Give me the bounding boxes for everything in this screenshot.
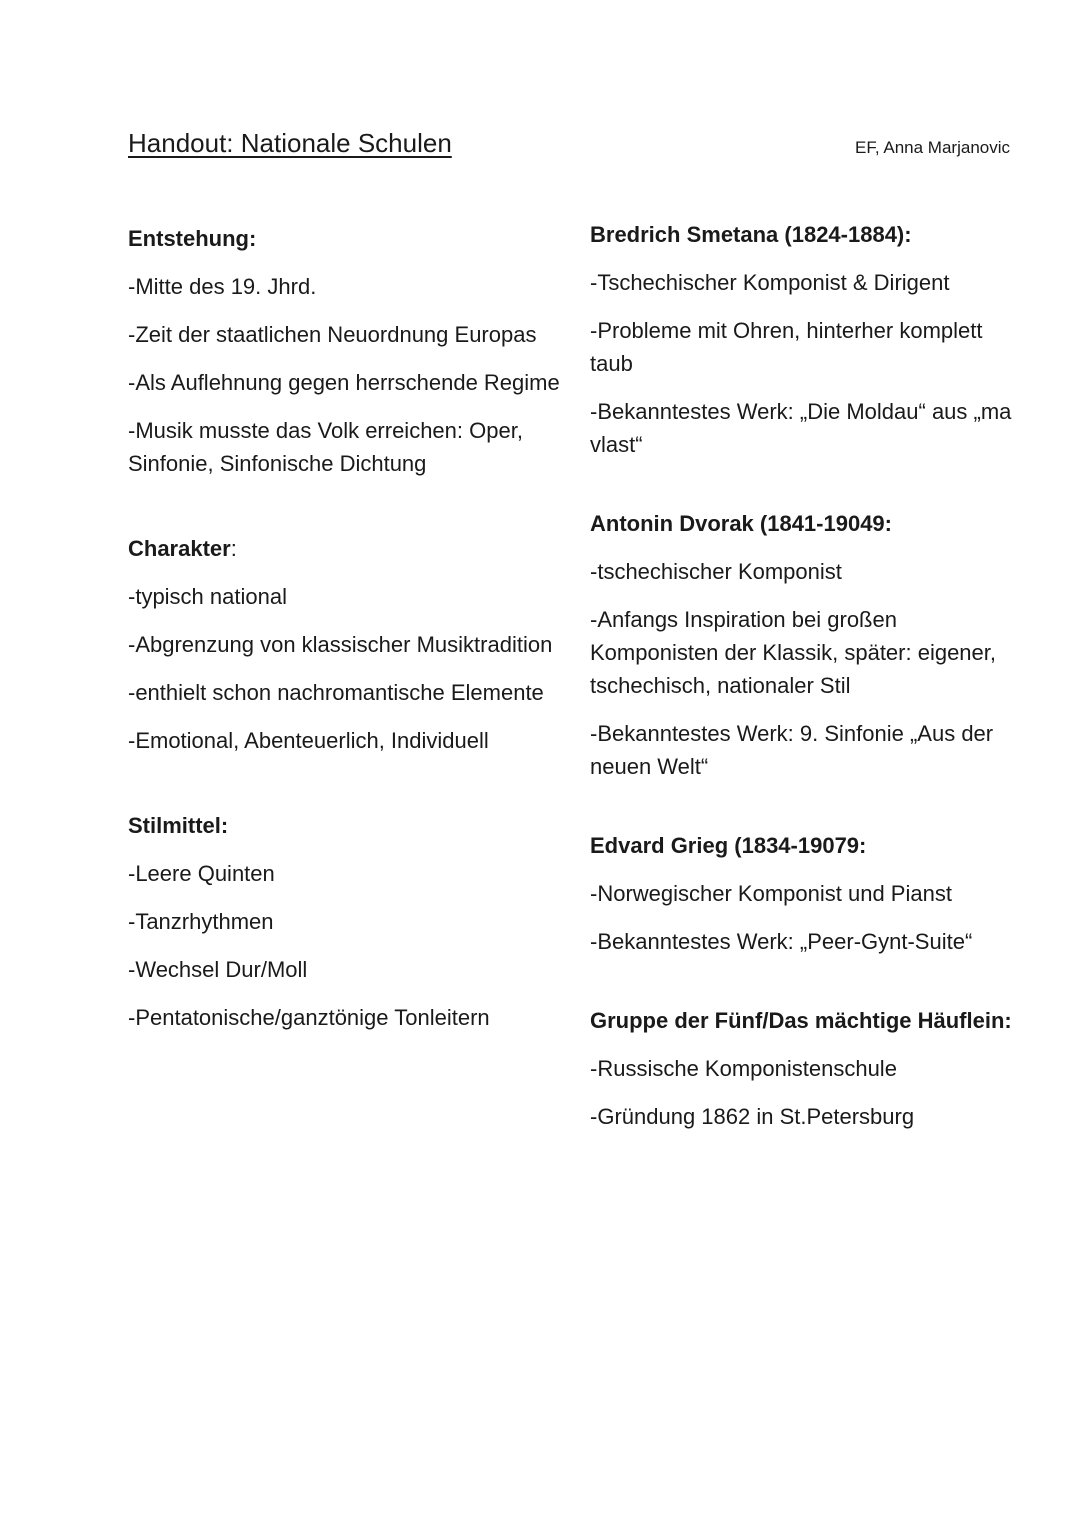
list-item: -Tschechischer Komponist & Dirigent (590, 270, 950, 295)
list-item: -Zeit der staatlichen Neuordnung Europas (128, 322, 537, 347)
list-item: -Anfangs Inspiration bei großen Komponisten der Klassik, später: eigener, tschechisch, nationaler Stil (590, 607, 997, 698)
list-item: -Gründung 1862 in St.Petersburg (590, 1104, 915, 1129)
list-item: -Tanzrhythmen (128, 909, 274, 934)
section-heading: Stilmittel: (128, 813, 229, 838)
section-heading-text: Charakter (128, 536, 231, 561)
section-charakter (128, 532, 568, 757)
author-line: EF, Anna Marjanovic (855, 138, 1010, 157)
list-item: -Probleme mit Ohren, hinterher komplett taub (590, 318, 983, 376)
section-heading: Antonin Dvorak (1841-19049: (590, 511, 892, 536)
section-heading: Bredrich Smetana (1824-1884): (590, 222, 912, 247)
list-item: -Russische Komponistenschule (590, 1056, 897, 1081)
section-gruppe-der-fuenf (590, 1004, 1030, 1133)
section-heading-colon: : (230, 536, 237, 561)
section-smetana (590, 218, 1030, 461)
page-title: Handout: Nationale Schulen (128, 128, 452, 158)
list-item: -Mitte des 19. Jhrd. (128, 274, 317, 299)
section-grieg (590, 829, 1030, 958)
list-item: -typisch national (128, 584, 287, 609)
list-item: -Abgrenzung von klassischer Musiktradition (128, 632, 553, 657)
list-item: -Bekanntestes Werk: „Peer-Gynt-Suite“ (590, 929, 973, 954)
section-heading: Gruppe der Fünf/Das mächtige Häuflein: (590, 1008, 1012, 1033)
list-item: -Norwegischer Komponist und Pianst (590, 881, 952, 906)
section-entstehung (128, 222, 568, 480)
section-stilmittel (128, 809, 568, 1034)
list-item: -Bekanntestes Werk: „Die Moldau“ aus „ma vlast“ (590, 399, 1012, 457)
list-item: -tschechischer Komponist (590, 559, 842, 584)
list-item: -Bekanntestes Werk: 9. Sinfonie „Aus der neuen Welt“ (590, 721, 994, 779)
list-item: -Emotional, Abenteuerlich, Individuell (128, 728, 489, 753)
list-item: -Leere Quinten (128, 861, 275, 886)
section-heading (128, 532, 568, 565)
section-heading: Edvard Grieg (1834-19079: (590, 833, 867, 858)
list-item: -Wechsel Dur/Moll (128, 957, 308, 982)
right-column (590, 218, 1030, 1179)
list-item: -Als Auflehnung gegen herrschende Regime (128, 370, 560, 395)
list-item: -Pentatonische/ganztönige Tonleitern (128, 1005, 490, 1030)
list-item: -enthielt schon nachromantische Elemente (128, 680, 544, 705)
section-dvorak (590, 507, 1030, 783)
section-heading: Entstehung: (128, 226, 257, 251)
list-item: -Musik musste das Volk erreichen: Oper, Sinfonie, Sinfonische Dichtung (128, 418, 523, 476)
left-column (128, 222, 568, 1086)
